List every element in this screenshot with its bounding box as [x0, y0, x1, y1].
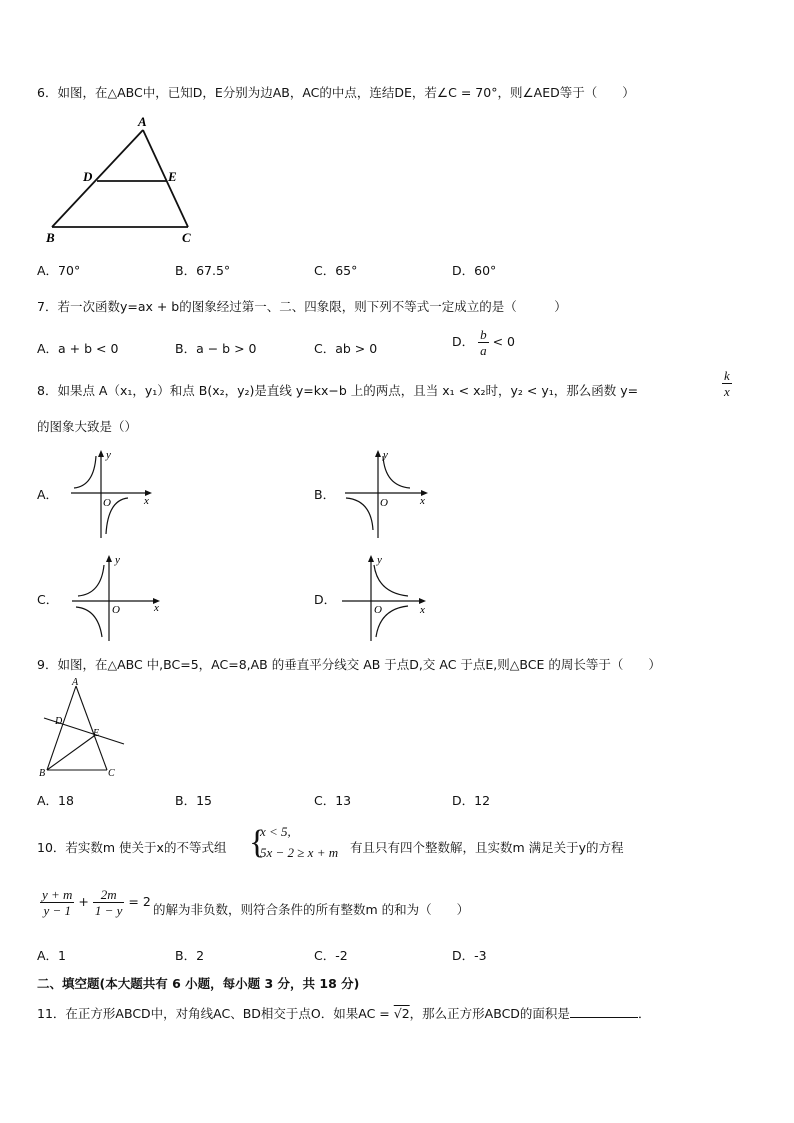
q6-label-d: D [83, 169, 93, 184]
q6-stem: 6．如图，在△ABC中，已知D，E分别为边AB，AC的中点，连结DE，若∠C = 70°，则∠AED等于（ ） [37, 85, 635, 100]
q11-stem [37, 1004, 650, 1022]
q7-stem: 7．若一次函数y=ax + b的图象经过第一、二、四象限，则下列不等式一定成立的是（ ） [37, 299, 567, 314]
q8-d-axis-y: y [377, 554, 382, 566]
q9-option-b: B．15 [175, 793, 212, 808]
q8-stem-continued: 的图象大致是（） [37, 419, 138, 434]
q8-graph-a [66, 448, 156, 540]
q6-label-e: E [168, 169, 177, 184]
q6-option-b: B．67.5° [175, 263, 231, 278]
q8-graph-c [68, 551, 164, 643]
q7-option-d-denominator: a [480, 343, 487, 358]
q7-option-d-numerator: b [480, 327, 487, 342]
q8-c-axis-x: x [154, 602, 159, 614]
q10-option-d: D．-3 [452, 948, 487, 963]
q10-inequality-2: 5x − 2 ≥ x + m [260, 845, 339, 860]
q10-option-c: C．-2 [314, 948, 348, 963]
q8-graph-d [338, 551, 434, 643]
q7-option-d-relation: < 0 [492, 334, 516, 349]
q11-sqrt: √2 [393, 1006, 410, 1021]
q9-label-e: E [93, 728, 100, 739]
q11-answer-blank[interactable] [570, 1005, 638, 1018]
q8-option-c-label: C． [37, 592, 59, 607]
q8-a-axis-y: y [106, 449, 111, 461]
q8-b-origin: O [380, 497, 388, 509]
q7-option-b: B．a − b > 0 [175, 341, 257, 356]
q6-option-d: D．60° [452, 263, 497, 278]
q8-stem: 8．如果点 A（x₁，y₁）和点 B(x₂，y₂)是直线 y=kx−b 上的两点，且当 x₁ < x₂时，y₂ < y₁，那么函数 y= [37, 383, 639, 398]
q9-label-b: B [39, 768, 46, 779]
q9-option-c: C．13 [314, 793, 352, 808]
q6-label-a: A [138, 114, 147, 129]
q9-option-a: A．18 [37, 793, 74, 808]
q6-triangle-figure [40, 112, 210, 252]
q8-a-axis-x: x [144, 495, 149, 507]
q10-fraction1-numerator: y + m [42, 887, 73, 902]
q8-d-origin: O [374, 604, 382, 616]
q7-option-c: C．ab > 0 [314, 341, 378, 356]
q8-fraction-numerator: k [724, 368, 730, 383]
q11-stem-a: 11．在正方形ABCD中，对角线AC、BD相交于点O．如果AC = [37, 1006, 394, 1021]
q10-option-b: B．2 [175, 948, 205, 963]
q7-option-a: A．a + b < 0 [37, 341, 119, 356]
q6-label-c: C [182, 230, 191, 245]
q7-option-d [452, 327, 515, 358]
q7-option-d-fraction [478, 327, 489, 358]
q10-fraction2-denominator: 1 − y [94, 903, 123, 918]
q10-fraction2-numerator: 2m [93, 887, 125, 903]
q8-fraction-denominator: x [724, 384, 730, 399]
q8-option-b-label: B． [314, 487, 336, 502]
q10-option-a: A．1 [37, 948, 67, 963]
q9-stem: 9．如图，在△ABC 中,BC=5，AC=8,AB 的垂直平分线交 AB 于点D,交 AC 于点E,则△BCE 的周长等于（ ） [37, 657, 661, 672]
section-2-title: 二、填空题(本大题共有 6 小题，每小题 3 分，共 18 分) [37, 976, 360, 991]
q11-end: ． [637, 1006, 651, 1021]
q10-stem-b: 有且只有四个整数解，且实数m 满足关于y的方程 [350, 840, 624, 855]
q10-equation [40, 887, 151, 918]
q8-graph-b [340, 448, 432, 540]
q9-label-a: A [72, 677, 79, 688]
q8-b-axis-y: y [383, 449, 388, 461]
q6-option-c: C．65° [314, 263, 358, 278]
q11-stem-b: ，那么正方形ABCD的面积是 [409, 1006, 570, 1021]
q10-brace: { [249, 824, 266, 861]
q9-label-c: C [108, 768, 115, 779]
q8-c-origin: O [112, 604, 120, 616]
q10-plus: + [78, 894, 89, 909]
q6-option-a: A．70° [37, 263, 81, 278]
q8-a-origin: O [103, 497, 111, 509]
q10-stem-a: 10．若实数m 使关于x的不等式组 [37, 840, 227, 855]
q8-b-axis-x: x [420, 495, 425, 507]
q10-inequality-1: x < 5, [260, 824, 291, 839]
q8-option-a-label: A． [37, 487, 59, 502]
q8-d-axis-x: x [420, 604, 425, 616]
q7-option-d-label: D． [452, 334, 475, 349]
q8-fraction [722, 368, 732, 399]
q10-equals: = 2 [128, 894, 151, 909]
q9-option-d: D．12 [452, 793, 491, 808]
q8-c-axis-y: y [115, 554, 120, 566]
q6-label-b: B [46, 230, 55, 245]
q9-triangle-figure [36, 676, 132, 780]
q10-fraction1-denominator: y − 1 [43, 903, 71, 918]
q10-stem-c: 的解为非负数，则符合条件的所有整数m 的和为（ ） [153, 902, 470, 917]
q8-option-d-label: D． [314, 592, 337, 607]
q9-label-d: D [55, 716, 63, 727]
